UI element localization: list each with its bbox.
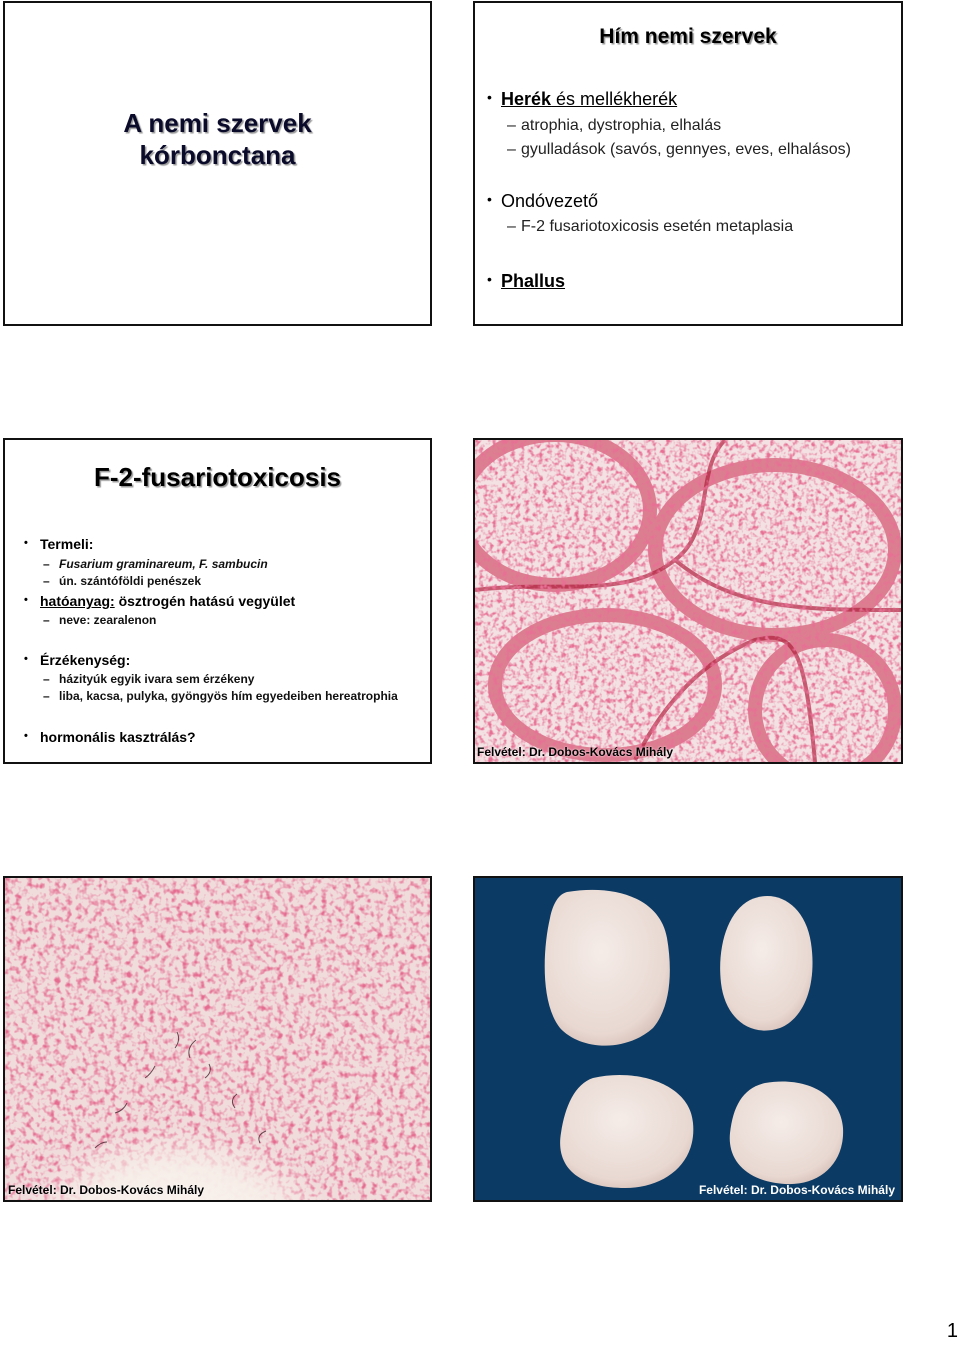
slide-fusariotoxicosis [3, 438, 432, 764]
photo-credit: Felvétel: Dr. Dobos-Kovács Mihály [477, 745, 674, 759]
slide-title [3, 1, 432, 326]
slide-histology-tubules [473, 438, 903, 764]
page-number: 1 [946, 1320, 958, 1342]
slide-testis-sections [473, 876, 903, 1202]
sub-bullet: – Fusarium graminareum, F. sambucin [43, 557, 268, 571]
slide-histology-lumen [3, 876, 432, 1202]
bullet-erzekenyseg: • Érzékenység: [24, 652, 131, 668]
sub-bullet: – ún. szántóföldi penészek [43, 574, 202, 588]
slide-heading: Hím nemi szervek [599, 25, 777, 48]
sub-bullet: – házityúk egyik ivara sem érzékeny [43, 672, 255, 686]
sub-bullet: – F-2 fusariotoxicosis esetén metaplasia [507, 218, 794, 235]
sub-bullet: – neve: zearalenon [43, 613, 157, 627]
histology-photo [5, 878, 430, 1200]
bullet-herek: • Herék és mellékherék [487, 89, 678, 109]
photo-credit: Felvétel: Dr. Dobos-Kovács Mihály [8, 1183, 205, 1197]
sub-bullet: – liba, kacsa, pulyka, gyöngyös hím egyedeiben hereatrophia [43, 689, 398, 703]
photo-credit: Felvétel: Dr. Dobos-Kovács Mihály [698, 1183, 895, 1197]
sub-bullet: – gyulladások (savós, gennyes, eves, elhalásos) [507, 141, 851, 158]
testis-sections-photo [475, 878, 901, 1200]
bullet-hormonalis: • hormonális kasztrálás? [24, 729, 196, 745]
sub-bullet: – atrophia, dystrophia, elhalás [507, 117, 722, 134]
slide-him-nemi-szervek [473, 1, 903, 326]
main-title: A nemi szervek kórbonctana [123, 108, 312, 170]
bullet-hatoanyag: • hatóanyag: ösztrogén hatású vegyület [24, 593, 296, 609]
bullet-termeli: • Termeli: [24, 536, 94, 552]
bullet-phallus: • Phallus [487, 271, 566, 291]
histology-photo [475, 440, 901, 762]
bullet-ondovezeto: • Ondóvezető [487, 191, 599, 211]
slide-heading: F-2-fusariotoxicosis [93, 462, 342, 492]
